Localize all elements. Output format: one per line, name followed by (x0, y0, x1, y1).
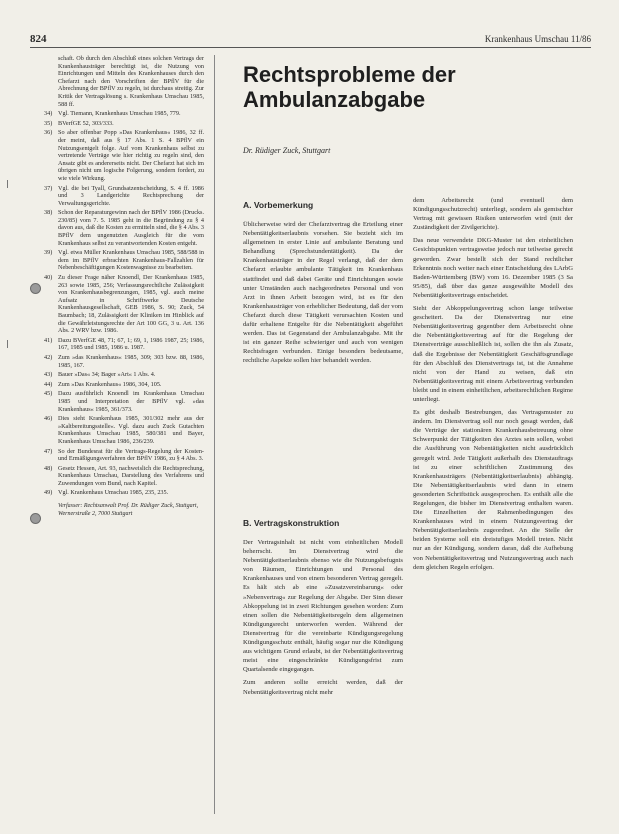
footnote (44, 209, 204, 247)
margin-tick (7, 340, 8, 348)
footnote-text: So aber offenbar Popp »Das Krankenhaus« 1986, 32 ff. der meint, daß aus § 17 Abs. 1 S. 4 BPflV ein Nutzungsentgelt folge. Auf vom Krankenhaus selbst zu vertretende Verträge wie hier richtig zu regeln sind, den Ansatz gibt es andererseits nicht. Der Chefarzt hat sich im übrigen nicht um logische Folgerung, sondern fordert, zu wie viele Wirkung. (58, 129, 204, 182)
section-a-body (243, 220, 403, 370)
footnote-number: 40) (44, 274, 53, 282)
footnote-text: Vgl. die bei Tyall, Grundsatzentscheidung, S. 4 ff. 1986 und 3 Landgerichte Rechtsprechung der Verwaltungsgerichte. (58, 184, 204, 207)
paragraph: Zum anderen sollte erreicht werden, daß der Nebentätigkeitsvertrag nicht mehr (243, 679, 403, 696)
footnote-column (44, 55, 204, 518)
footnote-number: 48) (44, 464, 53, 472)
footnote (44, 110, 204, 118)
footnote (44, 381, 204, 389)
column-divider (214, 55, 215, 814)
footnote (44, 415, 204, 445)
footnote-text: Zum »das Krankenhaus« 1985, 309; 303 bzw. 88, 1986, 1985, 167. (58, 353, 204, 369)
footnote (44, 371, 204, 379)
punch-hole (30, 513, 41, 524)
footnote-text: Dazu ausführlich Knoendl im Krankenhaus Umschau 1985 und Interpretation der BPflV vgl. »das Krankenhaus« 1985, 361/373. (58, 390, 204, 413)
footnote-number: 38) (44, 209, 53, 217)
footnote-text: So der Bundesrat für die Vertrags-Regelung der Kosten- und Ermäßigungsverfahren der BPflV 1986, zu § 4 Abs. 3. (58, 447, 204, 463)
footnote (44, 55, 204, 108)
footnote (44, 465, 204, 488)
footnote-text: Vgl. Tiemann, Krankenhaus Umschau 1985, 779. (58, 110, 181, 118)
article-title: Rechtsprobleme der Ambulanzabgabe (243, 62, 456, 112)
author-note: Verfasser: Rechtsanwalt Prof. Dr. Rüdiger Zuck, Stuttgart, Wernerstraße 2, 7000 Stuttgart (58, 503, 199, 517)
punch-hole (30, 283, 41, 294)
footnote (44, 489, 204, 497)
footnote (44, 448, 204, 463)
footnote-number: 35) (44, 119, 53, 127)
footnote-text: Schon der Reparaturgewinn nach der BPflV 1986 (Drucks. 230/85) vom 7. 5. 1985 geht in die Begründung zu § 4 davon aus, daß die Kosten zu ermitteln sind, die § 4 Abs. 3 BPflV dem ungenutzten Ausgleich für die vom Krankenhaus selbst zu verantwortenden Kosten entgeht. (58, 209, 204, 247)
footnote (44, 337, 204, 352)
paragraph: Es gibt deshalb Bestrebungen, das Vertragsmuster zu ändern. Im Dienstvertrag soll nur noch gesagt werden, daß die Verträge der stationären Krankenhausbetreuung ohne Schwerpunkt der Tätigkeiten des Arztes sein sollen, wobei die Ausführung von Nebentätigkeiten nicht ausdrücklich geregelt wird. Jede Tätigkeit außerhalb des Dienstauftrags ist zu einer schriftlichen Zustimmung des Krankenhausträgers (Nebentätigkeitserlaubnis) abhängig. Die Nebentätigkeitserlaubnis wird dann in einem gesonderten Schriftstück ausgesprochen. Es enthält alle die Regelungen, die bisher im Dienstvertrag enthalten waren. Die Einzelheiten der Rahmenbedingungen des Krankenhauses wird in einem Nutzungsvertrag der Nebentätigkeitserlaubnis zugeordnet. An die Stelle der beiden Systeme soll ein dreistufiges Modell treten. Nicht nur an der Kündigung, sondern daran, daß die Aufhebung von Nebentätigkeitsvertrag und Nutzungsvertrag auch nach dem gleichen Regeln erfolgen. (413, 409, 573, 571)
footnote-number: 43) (44, 371, 53, 379)
footnote-number: 42) (44, 353, 53, 361)
footnote-text: Gesetz Hessen, Art. 93, nachweislich die Rechtsprechung, Krankenhaus Umschau, Darstellung des Verfahrens und Zuwendungen vom Bund, nach Kapitel. (58, 464, 204, 487)
header-rule (30, 47, 591, 48)
journal-name: Krankenhaus Umschau 11/86 (484, 34, 591, 44)
footnote-text: Zum »Das Krankenhaus« 1986, 304, 105. (58, 380, 162, 388)
footnote-text: schaft. Ob durch den Abschluß eines solchen Vertrags der Krankenhausträger berechtigt ist, die Nutzung von Einrichtungen und Mitteln des Krankenhauses durch den Chefarzt nach den Vorschriften der BPflV für die Abrechnung der BPflV zu regeln, ist durchaus streitig. Zur Kritik der Vertragslösung s. Krankenhaus Umschau 1985, 588 ff. (58, 55, 204, 108)
footnote-number: 34) (44, 110, 53, 118)
footnote (44, 354, 204, 369)
footnote-number: 41) (44, 336, 53, 344)
footnote (44, 120, 204, 128)
section-heading: A. Vorbemerkung (243, 200, 314, 210)
footnote-text: Vgl. etwa Müller Krankenhaus Umschau 1985, 588/588 in dem im BPflV erbrachten Krankenhaus-Fallzahlen für Nebenbeschäftigungen Kostenwagnisse zu bearbeiten. (58, 249, 204, 272)
footnote-text: Dies sieht Krankenhaus 1985, 301/302 mehr aus der »Kaltbereitungsstelle«. Vgl. dazu auch Zuck Gutachten Krankenhaus Umschau 1985, 580/381 und Bayer, Krankenhaus Umschau 1986, 236/239. (58, 415, 204, 445)
margin-tick (7, 180, 8, 188)
article-author: Dr. Rüdiger Zuck, Stuttgart (243, 146, 331, 155)
footnote (44, 249, 204, 272)
footnote-number: 39) (44, 249, 53, 257)
section-heading: B. Vertragskonstruktion (243, 518, 340, 528)
paragraph: Üblicherweise wird der Chefarztvertrag die Erteilung einer Nebentätigkeitserlaubnis vorsehen. Sie bezieht sich im allgemeinen in erster Linie auf ambulante Beratung und Behandlung (Sprechstundentätigkeit). Da der Krankenhausträger in der Regel verlangt, daß der dem Chefarzt erlaubte ambulante Tätigkeit im Krankenhaus stattfindet und daß dabei Geräte und Einrichtungen sowie unter Umständen auch nachgeordnetes Personal und von Arzt in ihnen Arbeit bezogen wird, ist es für den Krankenhausträger von erheblicher Bedeutung, daß der vom Chefarzt durch diese Tätigkeit verursachten Kosten und dafür erhaltene Entgelte für die Nebentätigkeit abgeführt werden. Das ist Gegenstand der Ambulanzabgabe. Mit ihr ist ein ganzer Reihe schwieriger und auch von wenigen Rechtsfragen verbunden. Einige besonders bedeutsame, rechtliche Aspekte sollen hier behandelt werden. (243, 221, 403, 365)
paragraph: dem Arbeitsrecht (und eventuell dem Kündigungsschutzrecht) unterliegt, sondern als gemischter Vertrag mit gewissen Risiken unterworfen wird (mit der Zuständigkeit der Zivilgerichte). (413, 197, 573, 232)
footnote-number: 36) (44, 129, 53, 137)
footnote (44, 390, 204, 413)
footnote-number: 37) (44, 184, 53, 192)
footnote-text: Dazu BVerfGE 48, 71; 67, 1; 69, 1, 1986 1987, 25; 1986, 167, 1985 und 1985, 1986 u. 1987. (58, 336, 204, 352)
footnote-text: Zu dieser Frage näher Knoendl, Der Krankenhaus 1985, 263 sowie 1985, 256; Verfassungsrechtliche Zulässigkeit von Krankenhausbegrenzungen, 1985, vgl. auch meine Aufsatz in Schriftwerke Deutsche Krankenhausgesellschaft, GEB 1986, S. 90; Zuck, 54 Baumbach; 18, Zulässigkeit der Kliniken im Hinblick auf die Gewährleistungsrechte der Art 100 GG, 3 u. Art. 136 Abs. 2 WRV bzw. 1986. (58, 274, 204, 335)
footnote (44, 274, 204, 335)
footnote-number: 47) (44, 447, 53, 455)
footnote-text: BVerfGE 52, 303/333. (58, 119, 114, 127)
footnote (44, 129, 204, 182)
footnote-number: 45) (44, 390, 53, 398)
page-number: 824 (30, 33, 47, 45)
paragraph: Das neue verwendete DKG-Muster ist den einheitlichen Gesichtspunkten vertragsweise jedoch nur teilweise gerecht geworden. Zwar bestellt sich der Stand rechtlicher Erkenntnis noch weiter nach einer Entscheidung des LArbG Baden-Württemberg (BW) vom 16. Dezember 1985 (3 Sa 95/85), daß über das ganze ausgewählte Modell des Nebentätigkeitsvertrags entscheidet. (413, 237, 573, 299)
paragraph: Der Vertragsinhalt ist nicht vom einheitlichen Modell beherrscht. Im Dienstvertrag wird die Nebentätigkeitserlaubnis ebenso wie die Nutzungsbefugnis von Räumen, Einrichtungen und Personal des Krankenhauses und von einem besonderen Vertrag geregelt. Es hält sich ab eine »Zusatzvereinbarung« oder »Nebenvertrag« zur Regelung der Abgabe. Der Sinn dieser Abkoppelung ist in zwei Richtungen gesehen worden: Zum einen sollen die Nebentätigkeitsregeln dem allgemeinen Kündigungsrecht unterworfen werden. Während der Dienstvertrag für die vereinbarte Kündigungsregelung Kündigungsschutz enthält, häufig sogar nur die Kündigung aus wichtigem Grund erlaubt, ist der Nebentätigkeitsvertrag meist eine eingeschränkte Kündigungsfrist zum Quartalsende eingegangen. (243, 539, 403, 674)
paragraph: Sieht der Abkoppelungsvertrag schon lange teilweise gescheitert. Da der Dienstvertrag nur eine Nebentätigkeitsvertrag gegenüber dem Arbeitsrecht ohne die Nebentätigkeitsvertrag auf für die Regelung der Dienstverträge ausschließlich ist, sollen die ihn als Zusatz, daß die Ergebnisse der Nebentätigkeit Geschäftsgrundlage für den Abschluß des Dienstvertrags ist, ist die Annahme nicht von der Hand zu weisen, daß ein Nebentätigkeitsvertrag mit einem Arbeitsvertrag verbunden bleibt und in einem einheitlichen, arbeitsrechtlichen Regime unterliegt. (413, 305, 573, 403)
footnote-number: 44) (44, 380, 53, 388)
footnote-number: 49) (44, 489, 53, 497)
right-column-body (413, 196, 573, 576)
section-b-body (243, 538, 403, 701)
footnote-number: 46) (44, 415, 53, 423)
footnote-text: Bauer »Das« 34; Bager »Art« 1 Abs. 4. (58, 371, 156, 379)
footnote (44, 185, 204, 208)
footnote-text: Vgl. Krankenhaus Umschau 1985, 235, 235. (58, 489, 169, 497)
